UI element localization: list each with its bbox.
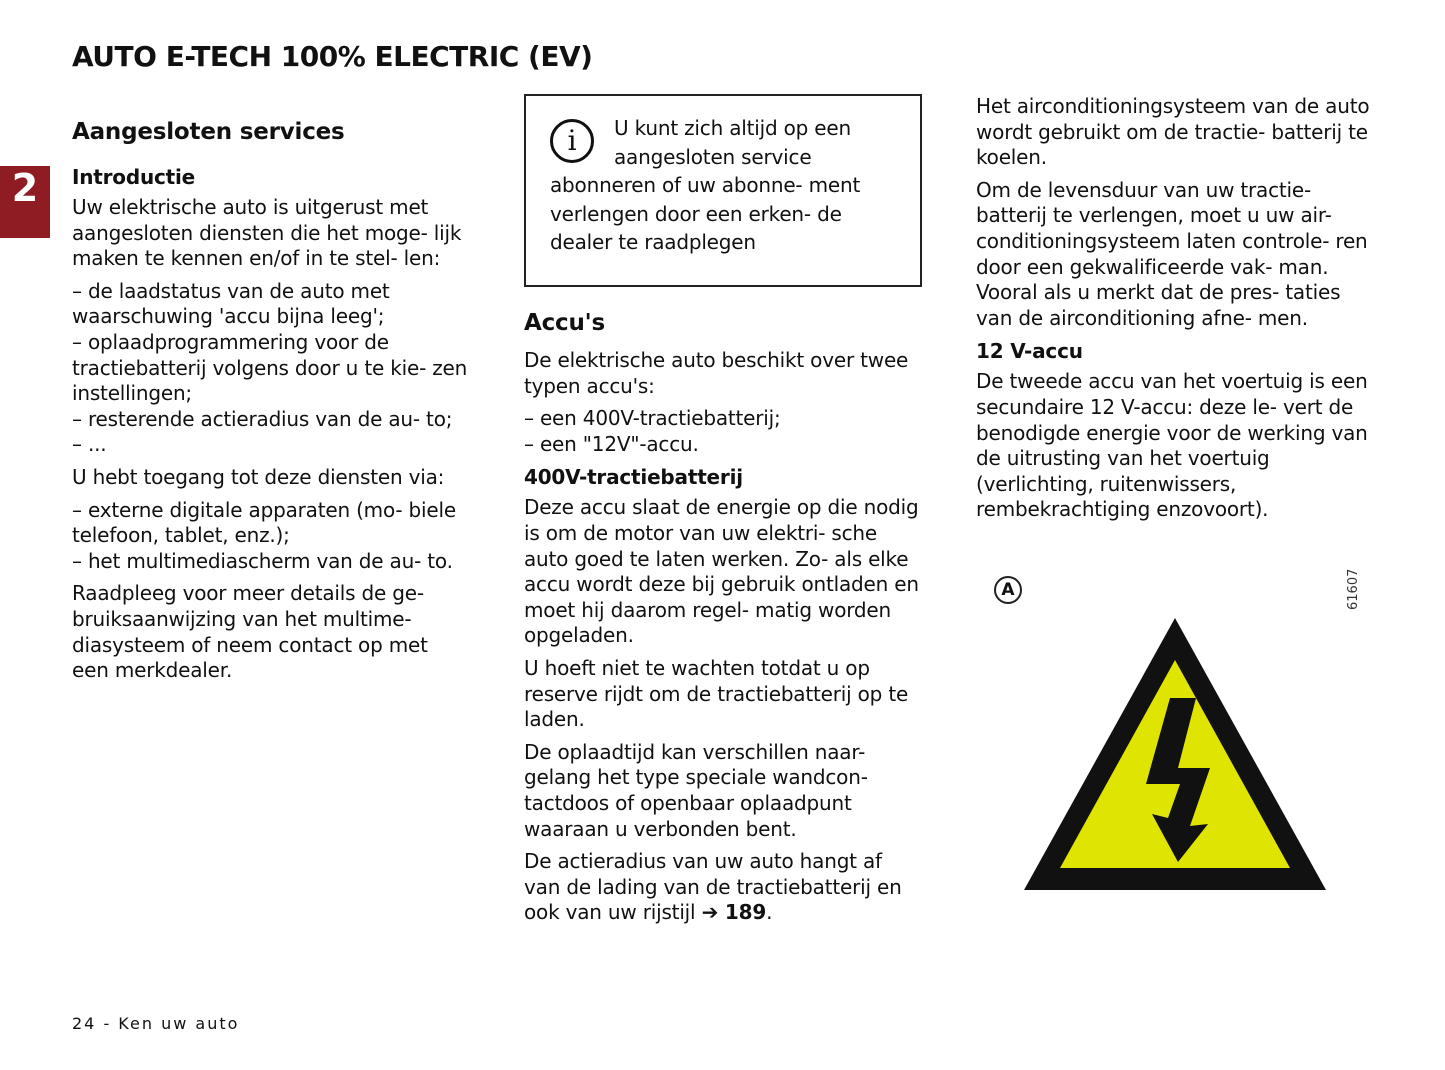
figure-label: A [994,576,1022,604]
paragraph: De tweede accu van het voertuig is een secundaire 12 V-accu: deze le- vert de benodigde energie voor de werking van de uitrusting van het voertuig (verlichting, ruitenwissers, rembekrachtiging enzovoort). [976,369,1368,522]
list-item: – een "12V"-accu. [524,431,699,456]
column-air-conditioning [976,94,1376,530]
paragraph: De oplaadtijd kan verschillen naar- gelang het type speciale wandcon- tactdoos of openbaar oplaadpunt waaraan u verbonden bent. [524,739,868,841]
intro-paragraph: De elektrische auto beschikt over twee typen accu's: [524,348,909,398]
section-heading: Accu's [524,310,605,336]
list-item: – resterende actieradius van de au- to; [72,406,453,431]
services-list [72,279,470,458]
page-footer: 24 - Ken uw auto [72,1014,240,1033]
paragraph: Het airconditioningsysteem van de auto wordt gebruikt om de tractie- batterij te koelen. [976,94,1370,170]
list-item: – externe digitale apparaten (mo- biele telefoon, tablet, enz.); [72,497,456,548]
closing-paragraph: Raadpleeg voor meer details de ge- bruiksaanwijzing van het multime- diasysteem of neem contact op met een merkdealer. [72,581,428,683]
paragraph-end: . [766,900,773,925]
page-reference-link[interactable]: ➔ 189 [701,900,767,925]
access-paragraph: U hebt toegang tot deze diensten via: [72,464,445,489]
list-item: – een 400V-tractiebatterij; [524,406,781,431]
column-connected-services [72,116,470,691]
info-text: U kunt zich altijd op een aangesloten service abonneren of uw abonne- ment verlengen door een erken- de dealer te raadplegen [550,116,861,255]
intro-paragraph: Uw elektrische auto is uitgerust met aangesloten diensten die het moge- lijk maken te kennen en/of in te stel- len: [72,195,462,271]
chapter-tab: 2 [0,166,50,238]
list-item: – het multimediascherm van de au- to. [72,548,453,573]
section-heading: Aangesloten services [72,119,345,145]
list-item: – oplaadprogrammering voor de tractiebatterij volgens door u te kie- zen instellingen; [72,329,468,406]
list-item: – ... [72,432,107,457]
paragraph-text: De actieradius van uw auto hangt af van de lading van de tractiebatterij en ook van uw rijstijl [524,849,902,925]
column-batteries [524,94,922,933]
paragraph: U hoeft niet te wachten totdat u op reserve rijdt om de tractiebatterij op te laden. [524,655,909,732]
subsection-heading: Introductie [72,165,196,189]
figure-reference-number: 61607 [1346,568,1361,610]
info-box [524,94,922,287]
list-item: – de laadstatus van de auto met waarschuwing 'accu bijna leeg'; [72,278,390,329]
paragraph: Om de levensduur van uw tractie- batterij te verlengen, moet u uw air- conditioningsysteem laten controle- ren door een gekwalificeerde vak- man. Vooral als u merkt dat de pres- taties van de airconditioning afne- men. [976,177,1368,330]
subsection-heading: 400V-tractiebatterij [524,465,743,490]
page-title: AUTO E-TECH 100% ELECTRIC (EV) [72,40,593,73]
high-voltage-warning-icon [1020,618,1330,894]
subsection-heading: 12 V-accu [976,339,1083,364]
access-list [72,498,470,575]
info-icon: i [550,119,594,163]
warning-figure [990,566,1370,896]
paragraph [524,849,922,926]
battery-types-list [524,406,922,457]
paragraph: Deze accu slaat de energie op die nodig is om de motor van uw elektri- sche auto goed te laten werken. Zo- als elke accu wordt deze bij gebruik ontladen en moet hij daarom regel- matig worden opgeladen. [524,495,919,648]
